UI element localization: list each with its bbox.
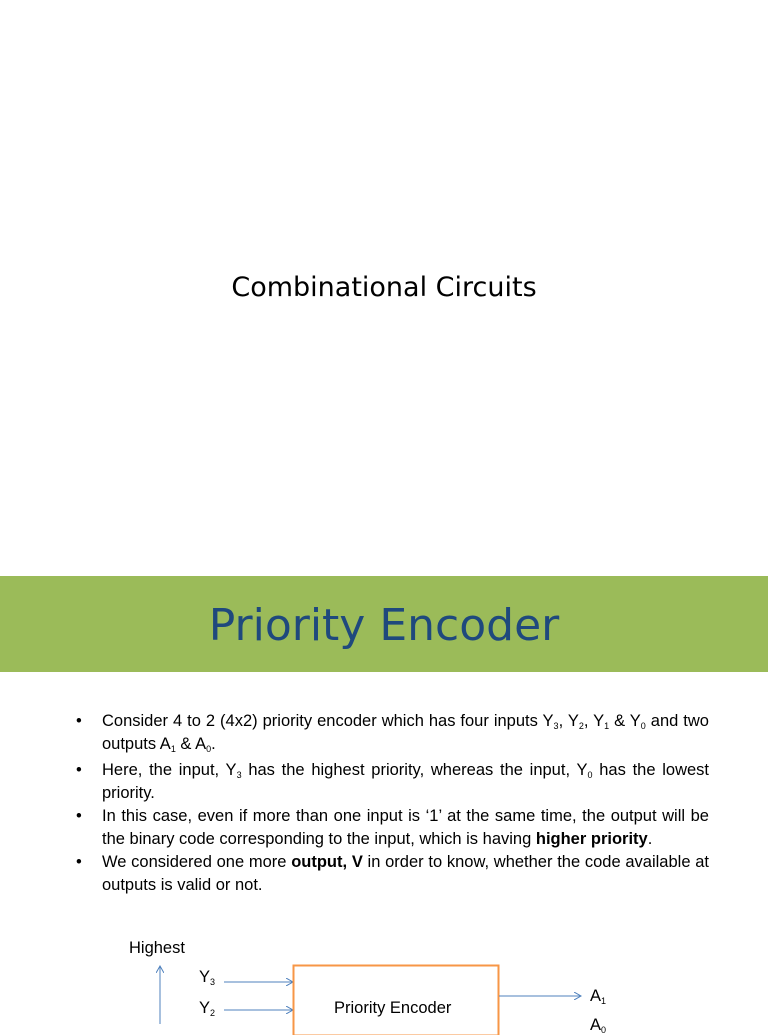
bullet-text: has the lowest priority.	[102, 761, 709, 802]
highest-label: Highest	[129, 939, 185, 958]
bullet-text: .	[648, 830, 653, 848]
bullet-dot: •	[76, 851, 82, 874]
subscript: 0	[206, 744, 211, 754]
y2-label: $Y_2$	[199, 999, 215, 1018]
subscript: 0	[641, 721, 646, 731]
bullet-text: & Y	[609, 712, 641, 730]
bullet-text: Consider 4 to 2 (4x2) priority encoder which has four inputs Y	[102, 712, 554, 730]
bullet-text: We considered one more	[102, 853, 291, 871]
bold-text: output, V	[291, 853, 363, 871]
slide-2-title: Priority Encoder	[0, 600, 768, 652]
bullet-text: and two outputs A	[102, 712, 709, 753]
bullet-text: , Y	[559, 712, 579, 730]
bullet-dot: •	[76, 805, 82, 828]
encoder-box-label: Priority Encoder	[334, 999, 451, 1018]
bullet-dot: •	[76, 710, 82, 733]
subscript: 1	[604, 721, 609, 731]
priority-encoder-diagram	[0, 576, 768, 1024]
bullet-text: In this case, even if more than one input is ‘1’ at the same time, the output will be the binary code corresponding to the input, which is having	[102, 807, 709, 848]
bullet-dot: •	[76, 759, 82, 782]
slide-1-title: Combinational Circuits	[0, 272, 768, 303]
a1-label: $A_1$	[590, 987, 606, 1006]
bullet-text: .	[211, 735, 216, 753]
bullet-text: & A	[176, 735, 206, 753]
subscript: 0	[587, 770, 592, 780]
slide-2	[0, 576, 768, 1024]
subscript: 3	[237, 770, 242, 780]
bullet-text: Here, the input, Y	[102, 761, 237, 779]
subscript: 1	[171, 744, 176, 754]
subscript: 3	[554, 721, 559, 731]
bullet-text: in order to know, whether the code available at outputs is valid or not.	[102, 853, 709, 894]
y3-label: $Y_3$	[199, 968, 215, 987]
bullet-text: has the highest priority, whereas the input, Y	[242, 761, 588, 779]
bullet-text: , Y	[584, 712, 604, 730]
subscript: 2	[579, 721, 584, 731]
a0-label: $A_0$	[590, 1016, 606, 1035]
bold-text: higher priority	[536, 830, 648, 848]
